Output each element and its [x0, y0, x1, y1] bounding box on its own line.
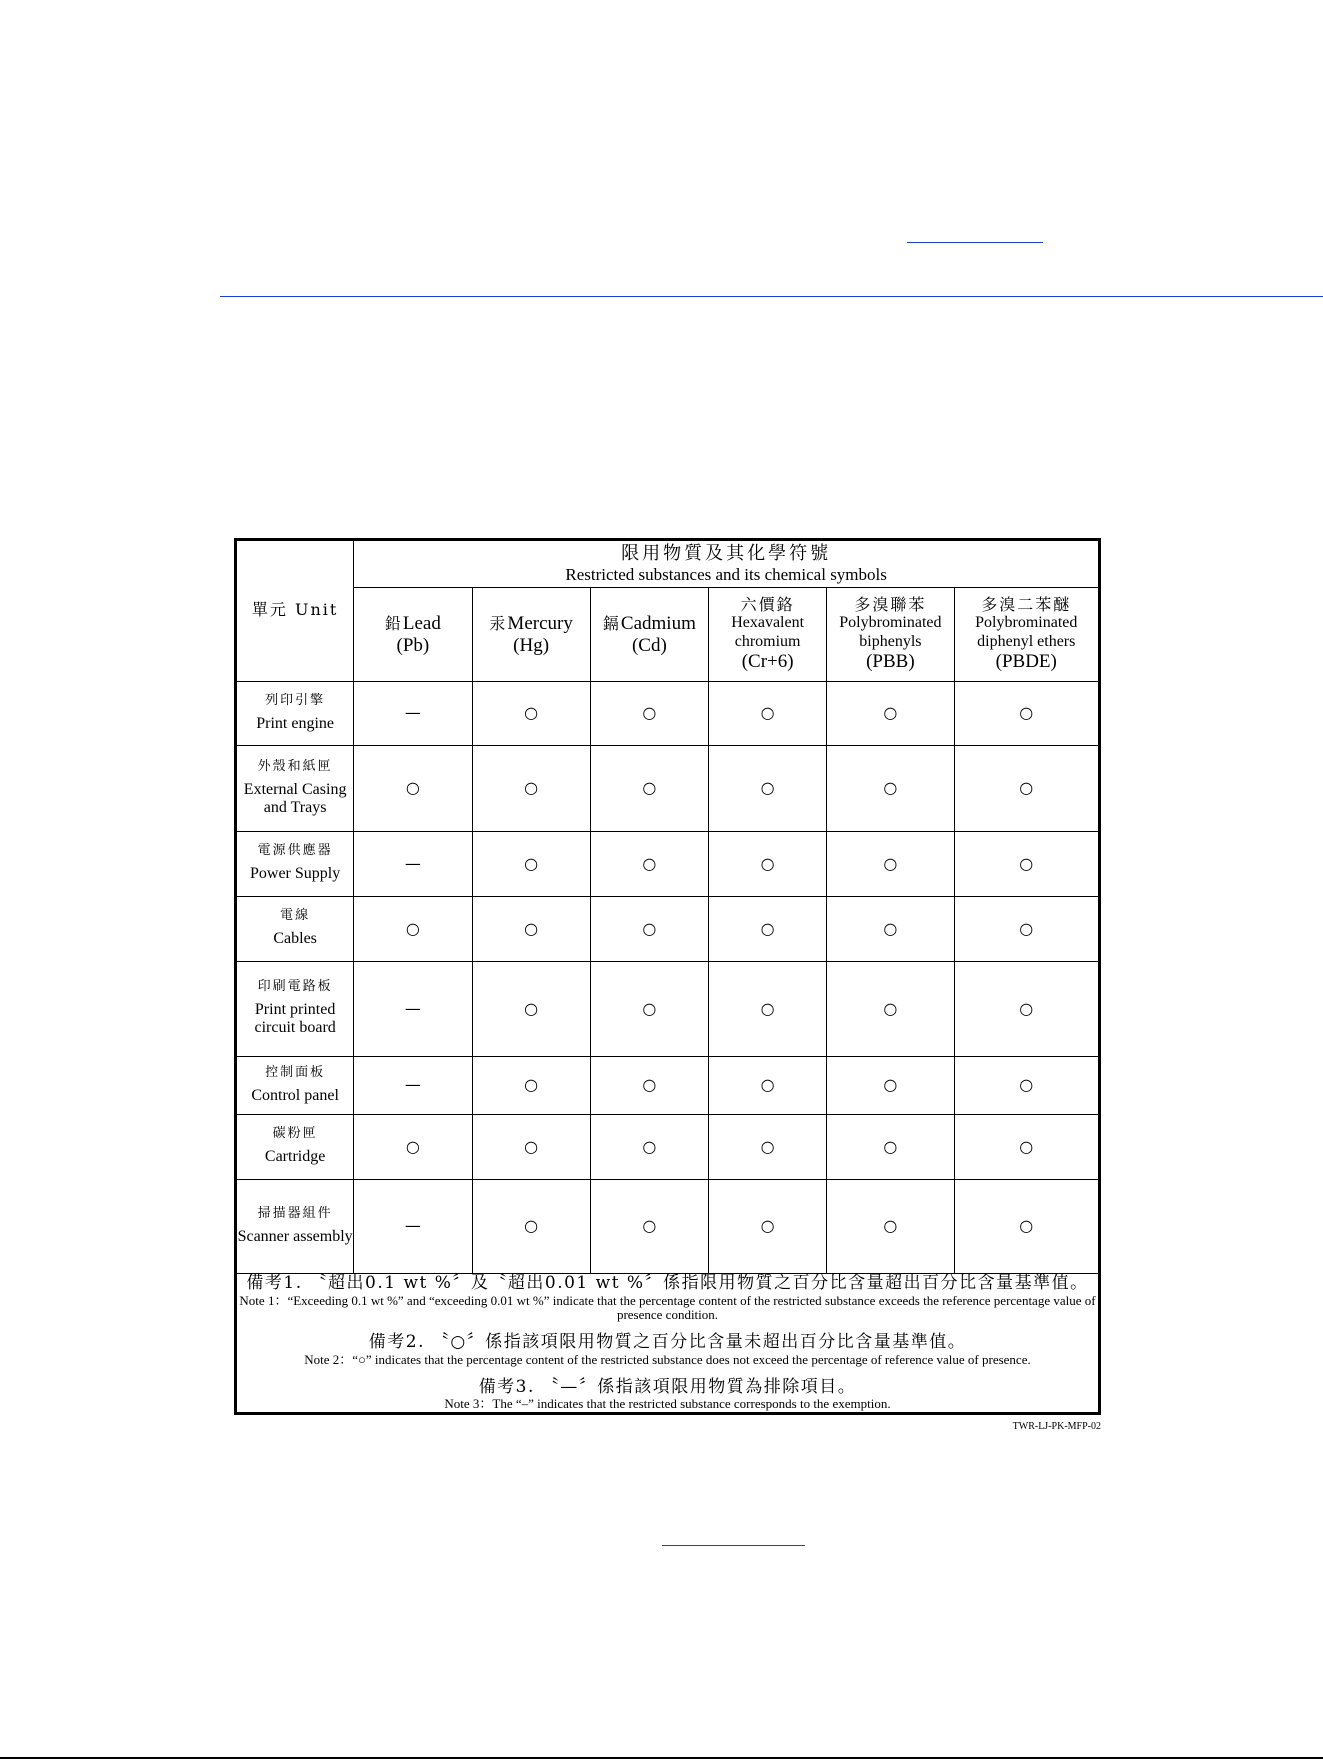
col-zh: 鉛	[384, 613, 403, 633]
mark-cell: ○	[472, 682, 590, 746]
row-label-cables	[236, 897, 354, 962]
column-header-cadmium	[590, 588, 708, 682]
mark-cell: ○	[709, 746, 827, 832]
col-zh: 六價鉻	[740, 594, 795, 614]
row-en: Scanner assembly	[237, 1227, 353, 1245]
mark-cell: ○	[354, 1115, 472, 1180]
mark-cell: ○	[709, 897, 827, 962]
col-symbol: (Cr+6)	[741, 651, 794, 673]
note-3-zh: 備考3. 〝—〞係指該項限用物質為排除項目。	[478, 1376, 857, 1397]
col-en: Hexavalent chromium	[731, 614, 805, 650]
row-zh: 碳粉匣	[272, 1126, 318, 1142]
row-label-cartridge	[236, 1115, 354, 1180]
mark-cell: ○	[954, 897, 1099, 962]
column-header-lead	[354, 588, 472, 682]
mark-cell: ○	[827, 962, 954, 1057]
mark-cell: ○	[590, 897, 708, 962]
table-row	[236, 1180, 1100, 1274]
mark-cell: ○	[954, 962, 1099, 1057]
table-row	[236, 682, 1100, 746]
mark-cell: ○	[954, 1180, 1099, 1274]
note-1-zh: 備考1. 〝超出0.1 wt %〞及〝超出0.01 wt %〞係指限用物質之百分比含量超出百分比含量基準值。	[246, 1273, 1089, 1293]
mark-cell: ○	[472, 962, 590, 1057]
note-1-en: Note 1：“Exceeding 0.1 wt %” and “exceeding 0.01 wt %” indicate that the percentage content of the restricted substance exceeds the reference percentage value of presence condition.	[239, 1292, 1096, 1323]
row-zh: 列印引擎	[265, 692, 326, 708]
mark-cell: ○	[954, 1057, 1099, 1115]
mark-cell: ○	[472, 746, 590, 832]
col-zh: 多溴聯苯	[854, 594, 927, 614]
mark-cell: ○	[827, 1115, 954, 1180]
row-zh: 掃描器組件	[257, 1205, 333, 1221]
section-divider	[220, 296, 1323, 297]
mark-cell: ○	[827, 1180, 954, 1274]
mark-cell: ○	[590, 682, 708, 746]
mark-cell: —	[354, 1057, 472, 1115]
row-en: Power Supply	[250, 865, 341, 883]
link-underline-bottom[interactable]	[662, 1545, 805, 1546]
table-row	[236, 897, 1100, 962]
col-symbol: (Cd)	[631, 634, 667, 656]
mark-cell: —	[354, 962, 472, 1057]
mark-cell: ○	[709, 832, 827, 897]
row-en: Print engine	[256, 714, 334, 732]
mark-cell: ○	[590, 962, 708, 1057]
row-en: Print printed circuit board	[254, 1001, 336, 1037]
column-header-hexavalent-chromium	[709, 588, 827, 682]
mark-cell: ○	[590, 1180, 708, 1274]
mark-cell: ○	[472, 1180, 590, 1274]
col-en: Polybrominated biphenyls	[839, 614, 942, 650]
col-zh: 多溴二苯醚	[981, 594, 1072, 614]
mark-cell: —	[354, 832, 472, 897]
row-en: Cartridge	[264, 1148, 326, 1166]
table-row	[236, 1115, 1100, 1180]
row-zh: 電線	[280, 908, 311, 924]
link-underline-top[interactable]	[907, 242, 1043, 243]
row-label-control-panel	[236, 1057, 354, 1115]
table-row	[236, 1057, 1100, 1115]
row-label-pcb	[236, 962, 354, 1057]
mark-cell: ○	[472, 1057, 590, 1115]
restricted-substances-table	[234, 538, 1101, 1415]
mark-cell: ○	[472, 897, 590, 962]
col-en: Lead	[402, 612, 441, 634]
notes-cell	[236, 1274, 1100, 1414]
mark-cell: ○	[954, 682, 1099, 746]
mark-cell: —	[354, 682, 472, 746]
note-2-en: Note 2：“○” indicates that the percentage content of the restricted substance does not exceed the percentage of reference value of presence.	[304, 1351, 1031, 1367]
mark-cell: ○	[827, 682, 954, 746]
row-en: Cables	[273, 930, 317, 948]
mark-cell: ○	[709, 682, 827, 746]
col-symbol: (Pb)	[396, 634, 430, 656]
row-en: Control panel	[251, 1086, 339, 1104]
mark-cell: —	[354, 1180, 472, 1274]
row-label-scanner-assembly	[236, 1180, 354, 1274]
table-row	[236, 962, 1100, 1057]
mark-cell: ○	[827, 746, 954, 832]
row-label-print-engine	[236, 682, 354, 746]
mark-cell: ○	[827, 832, 954, 897]
column-header-pbb	[827, 588, 954, 682]
mark-cell: ○	[954, 1115, 1099, 1180]
row-zh: 外殼和紙匣	[257, 758, 333, 774]
page-footer-rule	[0, 1757, 1323, 1759]
note-3-en: Note 3：The “–” indicates that the restricted substance corresponds to the exemption.	[444, 1396, 891, 1412]
mark-cell: ○	[954, 746, 1099, 832]
row-label-external-casing	[236, 746, 354, 832]
restricted-substances-header	[354, 540, 1100, 588]
mark-cell: ○	[709, 1057, 827, 1115]
mark-cell: ○	[472, 1115, 590, 1180]
mark-cell: ○	[354, 746, 472, 832]
row-zh: 控制面板	[265, 1064, 326, 1080]
row-zh: 電源供應器	[257, 843, 333, 859]
col-en: Cadmium	[620, 612, 696, 634]
mark-cell: ○	[954, 832, 1099, 897]
column-header-mercury	[472, 588, 590, 682]
mark-cell: ○	[709, 962, 827, 1057]
mark-cell: ○	[709, 1115, 827, 1180]
table-row	[236, 746, 1100, 832]
col-en: Mercury	[507, 612, 573, 634]
row-label-power-supply	[236, 832, 354, 897]
col-zh: 鎘	[602, 613, 621, 633]
document-code: TWR-LJ-PK-MFP-02	[1012, 1421, 1101, 1433]
col-symbol: (Hg)	[513, 634, 550, 656]
mark-cell: ○	[827, 897, 954, 962]
column-header-pbde	[954, 588, 1099, 682]
col-symbol: (PBDE)	[995, 651, 1057, 673]
header-title-zh: 限用物質及其化學符號	[621, 542, 832, 564]
mark-cell: ○	[354, 897, 472, 962]
unit-header-text: 單元 Unit	[251, 600, 339, 620]
mark-cell: ○	[827, 1057, 954, 1115]
mark-cell: ○	[590, 1057, 708, 1115]
col-zh: 汞	[489, 613, 508, 633]
header-title-en: Restricted substances and its chemical symbols	[565, 564, 887, 584]
mark-cell: ○	[590, 746, 708, 832]
mark-cell: ○	[590, 832, 708, 897]
mark-cell: ○	[590, 1115, 708, 1180]
note-2-zh: 備考2. 〝○〞係指該項限用物質之百分比含量未超出百分比含量基準值。	[368, 1332, 967, 1353]
unit-header	[236, 540, 354, 682]
notes-row	[236, 1274, 1100, 1414]
row-en: External Casing and Trays	[243, 780, 347, 816]
row-zh: 印刷電路板	[257, 979, 333, 995]
table-row	[236, 832, 1100, 897]
col-symbol: (PBB)	[866, 651, 915, 673]
col-en: Polybrominated diphenyl ethers	[975, 614, 1078, 650]
mark-cell: ○	[472, 832, 590, 897]
mark-cell: ○	[709, 1180, 827, 1274]
